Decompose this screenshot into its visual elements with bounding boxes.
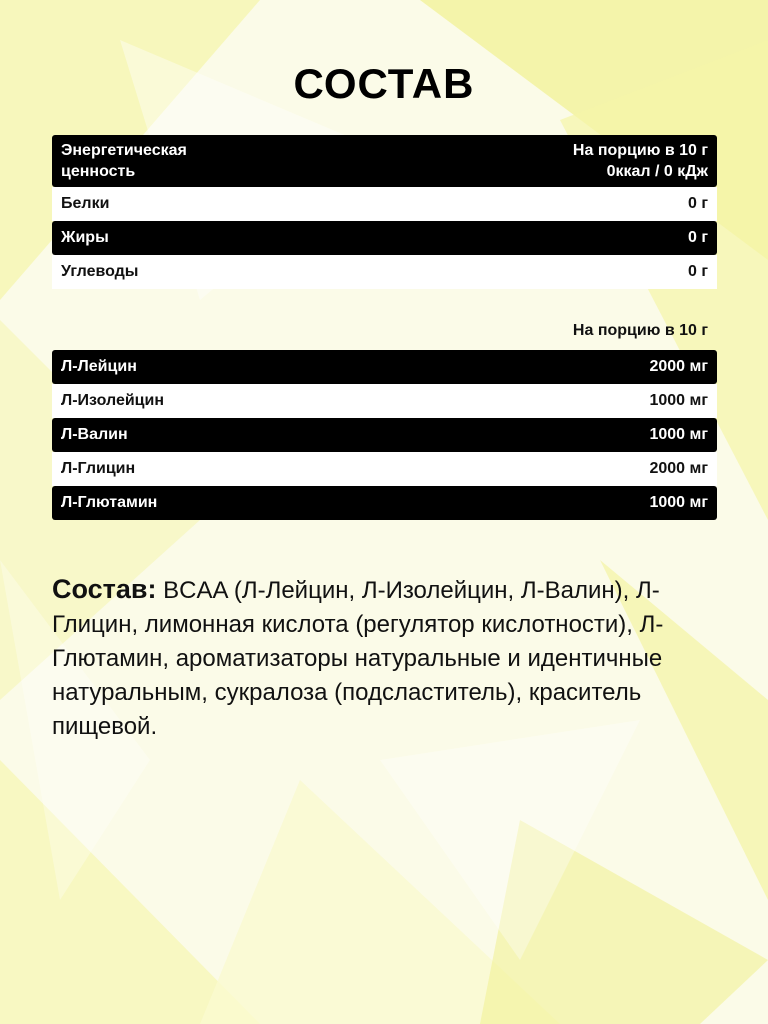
table-row	[52, 187, 717, 221]
amino-label: Л-Изолейцин	[61, 392, 165, 409]
amino-serving-label: На порцию в 10 г	[572, 322, 708, 339]
amino-table	[52, 350, 717, 520]
amino-value: 1000 мг	[649, 426, 708, 443]
table-row	[52, 486, 717, 520]
nutrient-label: Белки	[61, 195, 110, 212]
table-row	[52, 384, 717, 418]
amino-value: 2000 мг	[649, 460, 708, 477]
energy-value	[573, 140, 708, 182]
table-row	[52, 418, 717, 452]
nutrient-value: 0 г	[687, 263, 708, 280]
energy-label-line2: ценность	[61, 163, 136, 180]
serving-size: На порцию в 10 г	[572, 142, 708, 159]
amino-value: 1000 мг	[649, 392, 708, 409]
energy-label-line1: Энергетическая	[61, 142, 187, 159]
energy-label	[61, 140, 187, 182]
table-row	[52, 221, 717, 255]
composition-text	[52, 572, 732, 744]
amino-label: Л-Лейцин	[61, 358, 137, 375]
amino-label: Л-Валин	[61, 426, 128, 443]
composition-lead: Состав:	[52, 574, 157, 604]
energy-amount: 0ккал / 0 кДж	[606, 163, 708, 180]
nutrient-value: 0 г	[687, 229, 708, 246]
table-row	[52, 350, 717, 384]
nutrient-label: Жиры	[61, 229, 109, 246]
amino-value: 2000 мг	[649, 358, 708, 375]
nutrition-table	[52, 135, 717, 289]
amino-label: Л-Глютамин	[61, 494, 158, 511]
nutrient-label: Углеводы	[61, 263, 139, 280]
table-row	[52, 255, 717, 289]
composition-body: BCAA (Л-Лейцин, Л-Изолейцин, Л-Валин), Л-Глицин, лимонная кислота (регулятор кислотности), Л-Глютамин, ароматизаторы натуральные и идентичные натуральным, сукралоза (подсластитель), краситель пищевой.	[52, 577, 664, 740]
amino-value: 1000 мг	[649, 494, 708, 511]
page-title: СОСТАВ	[293, 60, 475, 107]
nutrient-value: 0 г	[687, 195, 708, 212]
table-row	[52, 452, 717, 486]
amino-label: Л-Глицин	[61, 460, 136, 477]
nutrition-header-row	[52, 135, 717, 187]
